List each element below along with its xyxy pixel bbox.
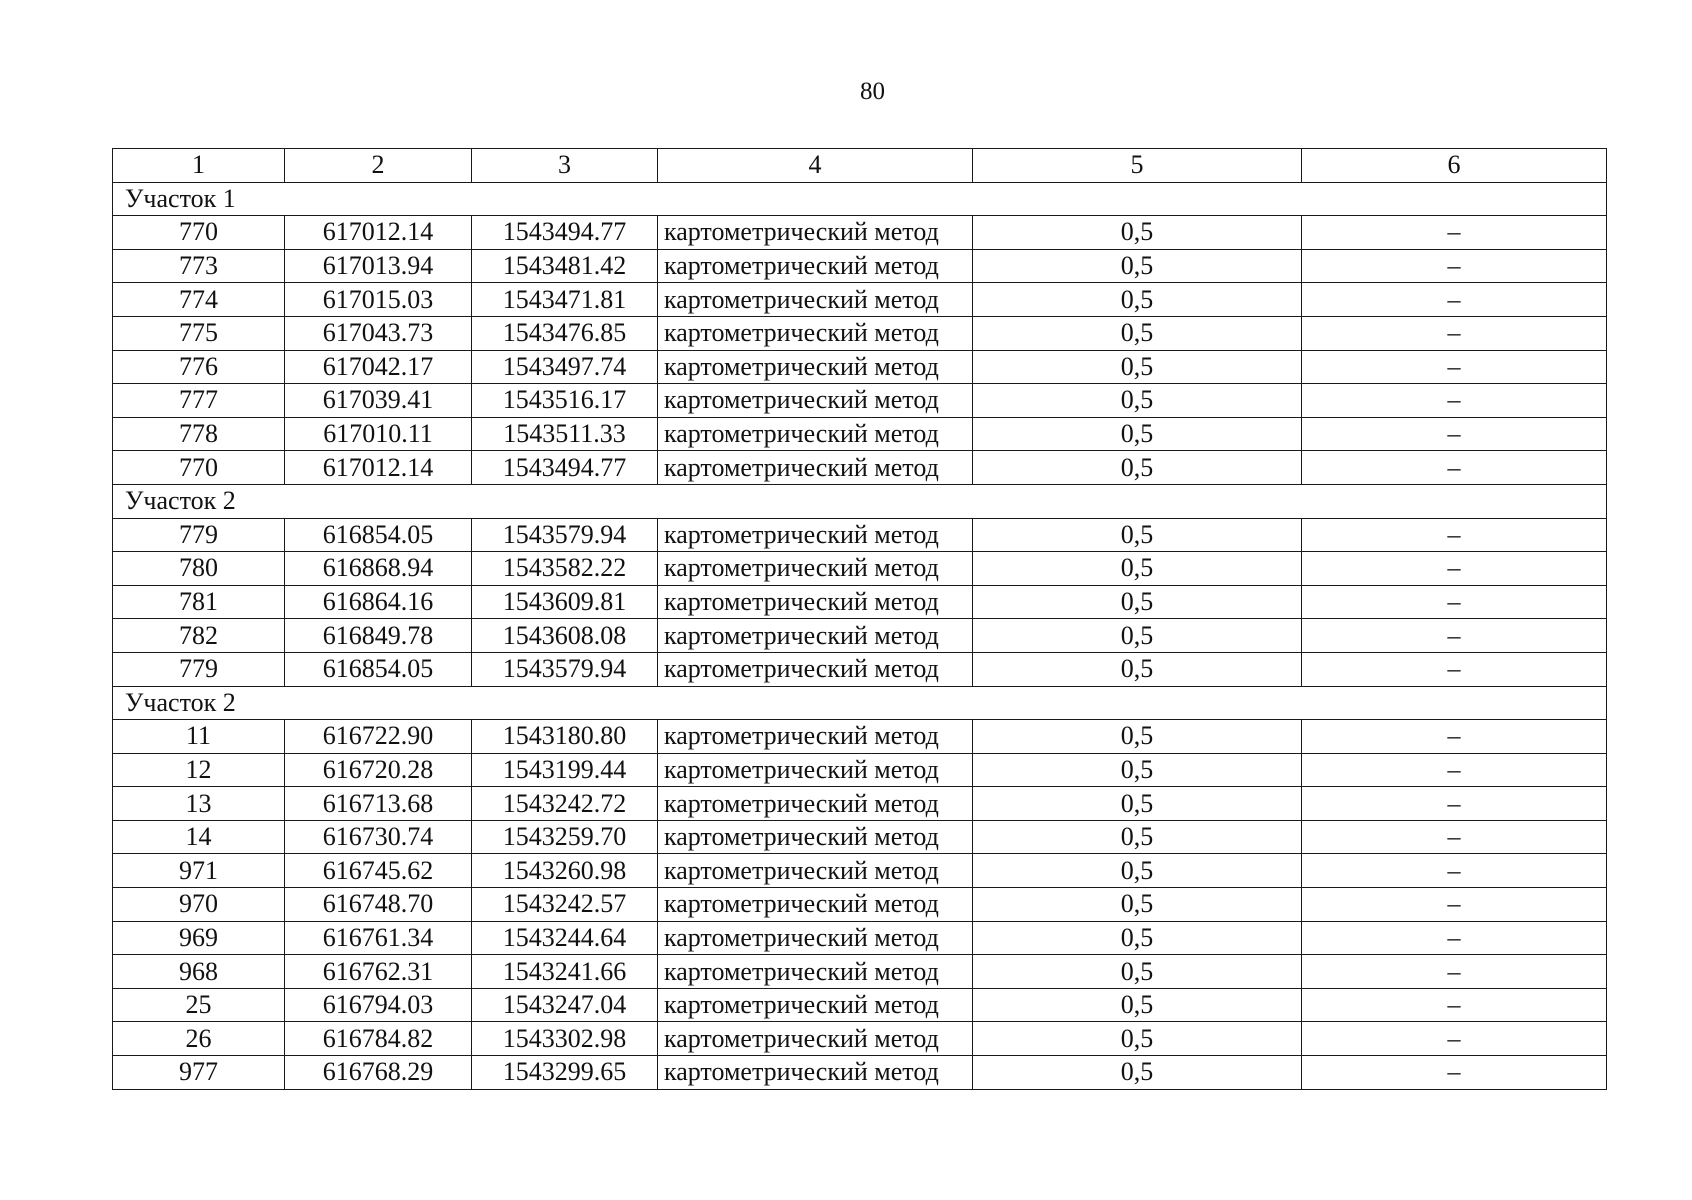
accuracy-cell: 0,5 — [973, 787, 1302, 821]
extra-cell: – — [1302, 787, 1607, 821]
point-number-cell: 781 — [113, 585, 285, 619]
y-coordinate-cell: 1543199.44 — [472, 753, 658, 787]
point-number-cell: 780 — [113, 552, 285, 586]
accuracy-cell: 0,5 — [973, 518, 1302, 552]
table-row — [113, 854, 1607, 888]
x-coordinate-cell: 616854.05 — [285, 652, 472, 686]
y-coordinate-cell: 1543609.81 — [472, 585, 658, 619]
table-row — [113, 518, 1607, 552]
extra-cell: – — [1302, 652, 1607, 686]
point-number-cell: 779 — [113, 518, 285, 552]
extra-cell: – — [1302, 384, 1607, 418]
accuracy-cell: 0,5 — [973, 216, 1302, 250]
method-cell: картометрический метод — [658, 1022, 973, 1056]
point-number-cell: 977 — [113, 1056, 285, 1090]
extra-cell: – — [1302, 720, 1607, 754]
accuracy-cell: 0,5 — [973, 888, 1302, 922]
extra-cell: – — [1302, 216, 1607, 250]
point-number-cell: 774 — [113, 283, 285, 317]
method-cell: картометрический метод — [658, 552, 973, 586]
accuracy-cell: 0,5 — [973, 585, 1302, 619]
x-coordinate-cell: 617012.14 — [285, 216, 472, 250]
y-coordinate-cell: 1543497.74 — [472, 350, 658, 384]
extra-cell: – — [1302, 552, 1607, 586]
x-coordinate-cell: 617012.14 — [285, 451, 472, 485]
extra-cell: – — [1302, 417, 1607, 451]
x-coordinate-cell: 616794.03 — [285, 988, 472, 1022]
y-coordinate-cell: 1543302.98 — [472, 1022, 658, 1056]
x-coordinate-cell: 616849.78 — [285, 619, 472, 653]
y-coordinate-cell: 1543481.42 — [472, 249, 658, 283]
y-coordinate-cell: 1543244.64 — [472, 921, 658, 955]
x-coordinate-cell: 617015.03 — [285, 283, 472, 317]
extra-cell: – — [1302, 518, 1607, 552]
accuracy-cell: 0,5 — [973, 753, 1302, 787]
y-coordinate-cell: 1543299.65 — [472, 1056, 658, 1090]
column-header: 3 — [472, 149, 658, 183]
accuracy-cell: 0,5 — [973, 820, 1302, 854]
method-cell: картометрический метод — [658, 955, 973, 989]
section-title: Участок 1 — [113, 182, 1607, 216]
method-cell: картометрический метод — [658, 720, 973, 754]
x-coordinate-cell: 616720.28 — [285, 753, 472, 787]
accuracy-cell: 0,5 — [973, 720, 1302, 754]
table-row — [113, 316, 1607, 350]
y-coordinate-cell: 1543582.22 — [472, 552, 658, 586]
table-row — [113, 216, 1607, 250]
accuracy-cell: 0,5 — [973, 249, 1302, 283]
accuracy-cell: 0,5 — [973, 921, 1302, 955]
accuracy-cell: 0,5 — [973, 955, 1302, 989]
y-coordinate-cell: 1543494.77 — [472, 216, 658, 250]
method-cell: картометрический метод — [658, 417, 973, 451]
point-number-cell: 777 — [113, 384, 285, 418]
extra-cell: – — [1302, 753, 1607, 787]
point-number-cell: 971 — [113, 854, 285, 888]
point-number-cell: 11 — [113, 720, 285, 754]
table-row — [113, 417, 1607, 451]
extra-cell: – — [1302, 921, 1607, 955]
x-coordinate-cell: 616784.82 — [285, 1022, 472, 1056]
section-title: Участок 2 — [113, 484, 1607, 518]
table-row — [113, 955, 1607, 989]
accuracy-cell: 0,5 — [973, 417, 1302, 451]
point-number-cell: 25 — [113, 988, 285, 1022]
table-row — [113, 249, 1607, 283]
section-row — [113, 484, 1607, 518]
point-number-cell: 14 — [113, 820, 285, 854]
point-number-cell: 13 — [113, 787, 285, 821]
accuracy-cell: 0,5 — [973, 1022, 1302, 1056]
x-coordinate-cell: 617013.94 — [285, 249, 472, 283]
table-row — [113, 820, 1607, 854]
accuracy-cell: 0,5 — [973, 619, 1302, 653]
y-coordinate-cell: 1543579.94 — [472, 652, 658, 686]
column-header: 6 — [1302, 149, 1607, 183]
extra-cell: – — [1302, 1022, 1607, 1056]
point-number-cell: 12 — [113, 753, 285, 787]
method-cell: картометрический метод — [658, 249, 973, 283]
x-coordinate-cell: 616761.34 — [285, 921, 472, 955]
method-cell: картометрический метод — [658, 350, 973, 384]
section-row — [113, 686, 1607, 720]
method-cell: картометрический метод — [658, 216, 973, 250]
table-body — [113, 149, 1607, 1090]
method-cell: картометрический метод — [658, 854, 973, 888]
y-coordinate-cell: 1543579.94 — [472, 518, 658, 552]
extra-cell: – — [1302, 1056, 1607, 1090]
accuracy-cell: 0,5 — [973, 384, 1302, 418]
table-row — [113, 585, 1607, 619]
table-row — [113, 384, 1607, 418]
y-coordinate-cell: 1543516.17 — [472, 384, 658, 418]
table-row — [113, 619, 1607, 653]
x-coordinate-cell: 616854.05 — [285, 518, 472, 552]
extra-cell: – — [1302, 283, 1607, 317]
table-row — [113, 283, 1607, 317]
table-row — [113, 720, 1607, 754]
x-coordinate-cell: 616745.62 — [285, 854, 472, 888]
y-coordinate-cell: 1543241.66 — [472, 955, 658, 989]
x-coordinate-cell: 616864.16 — [285, 585, 472, 619]
table-row — [113, 652, 1607, 686]
table-row — [113, 350, 1607, 384]
accuracy-cell: 0,5 — [973, 283, 1302, 317]
method-cell: картометрический метод — [658, 652, 973, 686]
column-header: 4 — [658, 149, 973, 183]
accuracy-cell: 0,5 — [973, 552, 1302, 586]
table-row — [113, 888, 1607, 922]
point-number-cell: 779 — [113, 652, 285, 686]
point-number-cell: 775 — [113, 316, 285, 350]
point-number-cell: 770 — [113, 216, 285, 250]
method-cell: картометрический метод — [658, 283, 973, 317]
header-row — [113, 149, 1607, 183]
accuracy-cell: 0,5 — [973, 1056, 1302, 1090]
y-coordinate-cell: 1543180.80 — [472, 720, 658, 754]
accuracy-cell: 0,5 — [973, 316, 1302, 350]
extra-cell: – — [1302, 888, 1607, 922]
accuracy-cell: 0,5 — [973, 451, 1302, 485]
point-number-cell: 782 — [113, 619, 285, 653]
coordinates-table — [112, 148, 1607, 1090]
table-row — [113, 753, 1607, 787]
accuracy-cell: 0,5 — [973, 854, 1302, 888]
x-coordinate-cell: 616762.31 — [285, 955, 472, 989]
section-title: Участок 2 — [113, 686, 1607, 720]
y-coordinate-cell: 1543511.33 — [472, 417, 658, 451]
extra-cell: – — [1302, 249, 1607, 283]
extra-cell: – — [1302, 585, 1607, 619]
y-coordinate-cell: 1543471.81 — [472, 283, 658, 317]
accuracy-cell: 0,5 — [973, 652, 1302, 686]
table-row — [113, 1056, 1607, 1090]
x-coordinate-cell: 617010.11 — [285, 417, 472, 451]
extra-cell: – — [1302, 350, 1607, 384]
table-row — [113, 787, 1607, 821]
extra-cell: – — [1302, 820, 1607, 854]
x-coordinate-cell: 616730.74 — [285, 820, 472, 854]
x-coordinate-cell: 616748.70 — [285, 888, 472, 922]
x-coordinate-cell: 616713.68 — [285, 787, 472, 821]
method-cell: картометрический метод — [658, 988, 973, 1022]
point-number-cell: 26 — [113, 1022, 285, 1056]
method-cell: картометрический метод — [658, 384, 973, 418]
point-number-cell: 776 — [113, 350, 285, 384]
point-number-cell: 968 — [113, 955, 285, 989]
method-cell: картометрический метод — [658, 787, 973, 821]
method-cell: картометрический метод — [658, 888, 973, 922]
method-cell: картометрический метод — [658, 820, 973, 854]
extra-cell: – — [1302, 619, 1607, 653]
method-cell: картометрический метод — [658, 518, 973, 552]
point-number-cell: 773 — [113, 249, 285, 283]
y-coordinate-cell: 1543476.85 — [472, 316, 658, 350]
x-coordinate-cell: 617042.17 — [285, 350, 472, 384]
table-row — [113, 552, 1607, 586]
y-coordinate-cell: 1543260.98 — [472, 854, 658, 888]
point-number-cell: 770 — [113, 451, 285, 485]
x-coordinate-cell: 617039.41 — [285, 384, 472, 418]
table-row — [113, 1022, 1607, 1056]
x-coordinate-cell: 617043.73 — [285, 316, 472, 350]
table-row — [113, 921, 1607, 955]
point-number-cell: 969 — [113, 921, 285, 955]
y-coordinate-cell: 1543242.57 — [472, 888, 658, 922]
method-cell: картометрический метод — [658, 451, 973, 485]
method-cell: картометрический метод — [658, 921, 973, 955]
column-header: 5 — [973, 149, 1302, 183]
column-header: 1 — [113, 149, 285, 183]
point-number-cell: 778 — [113, 417, 285, 451]
extra-cell: – — [1302, 988, 1607, 1022]
extra-cell: – — [1302, 316, 1607, 350]
y-coordinate-cell: 1543259.70 — [472, 820, 658, 854]
section-row — [113, 182, 1607, 216]
y-coordinate-cell: 1543608.08 — [472, 619, 658, 653]
method-cell: картометрический метод — [658, 585, 973, 619]
method-cell: картометрический метод — [658, 316, 973, 350]
x-coordinate-cell: 616868.94 — [285, 552, 472, 586]
x-coordinate-cell: 616722.90 — [285, 720, 472, 754]
accuracy-cell: 0,5 — [973, 988, 1302, 1022]
extra-cell: – — [1302, 955, 1607, 989]
column-header: 2 — [285, 149, 472, 183]
table-row — [113, 988, 1607, 1022]
x-coordinate-cell: 616768.29 — [285, 1056, 472, 1090]
point-number-cell: 970 — [113, 888, 285, 922]
extra-cell: – — [1302, 854, 1607, 888]
table-row — [113, 451, 1607, 485]
y-coordinate-cell: 1543247.04 — [472, 988, 658, 1022]
y-coordinate-cell: 1543242.72 — [472, 787, 658, 821]
method-cell: картометрический метод — [658, 619, 973, 653]
method-cell: картометрический метод — [658, 753, 973, 787]
accuracy-cell: 0,5 — [973, 350, 1302, 384]
page-number: 80 — [860, 78, 885, 105]
extra-cell: – — [1302, 451, 1607, 485]
y-coordinate-cell: 1543494.77 — [472, 451, 658, 485]
method-cell: картометрический метод — [658, 1056, 973, 1090]
